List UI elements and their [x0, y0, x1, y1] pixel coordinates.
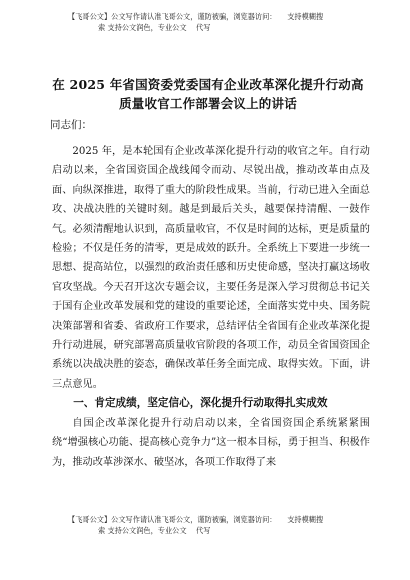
salutation: 同志们： — [50, 119, 92, 131]
document-title: 在 2025 年省国资委党委国有企业改革深化提升行动高质量收官工作部署会议上的讲话 — [52, 77, 364, 111]
footer-banner-line-2: 索 支持公文润色，专业公文 代写 — [98, 526, 211, 535]
section-heading-1: 一、肯定成绩，坚定信心，深化提升行动取得扎实成效 — [73, 397, 328, 410]
footer-banner — [68, 514, 360, 536]
header-banner-line-2: 索 支持公文润色，专业公文 代写 — [98, 23, 211, 32]
document-body — [52, 142, 370, 472]
header-banner — [68, 11, 360, 33]
body-paragraph-2: 自国企改革深化提升行动启动以来，全省国资国企系统紧紧围绕“增强核心功能、提高核心竞争力”这一根本目标，勇于担当、积极作为，推动改革涉深水、破坚冰，各项工作取得了来 — [52, 417, 370, 468]
header-banner-line-1: 【飞哥公文】公文写作请认准飞哥公文，谨防被骗，浏览器访问： 支持模糊搜 — [68, 12, 324, 21]
footer-banner-line-1: 【飞哥公文】公文写作请认准飞哥公文，谨防被骗，浏览器访问： 支持模糊搜 — [68, 515, 324, 524]
body-paragraph-1: 2025 年，是本轮国有企业改革深化提升行动的收官之年。自行动启动以来，全省国资国企战线闻令而动、尽锐出战，推动改革由点及面、向纵深推进，取得了重大的阶段性成果。当前，行动已进入全面总攻、决战决胜的关键时刻。越是到最后关头，越要保持清醒、一鼓作气。必须清醒地认识到，高质量收官，不仅是时间的达标，更是质量的检验；不仅是任务的清零，更是成效的跃升。全系统上下要进一步统一思想、提高站位，以强烈的政治责任感和历史使命感，坚决打赢这场收官攻坚战。今天召开这次专题会议，主要任务是深入学习贯彻总书记关于国有企业改革发展和党的建设的重要论述，全面落实党中央、国务院决策部署和省委、省政府工作要求，总结评估全省国有企业改革深化提升行动进展，研究部署高质量收官阶段的各项工作，动员全省国资国企系统以决战决胜的姿态，确保改革任务全面完成、取得实效。下面，讲三点意见。 — [52, 146, 370, 390]
